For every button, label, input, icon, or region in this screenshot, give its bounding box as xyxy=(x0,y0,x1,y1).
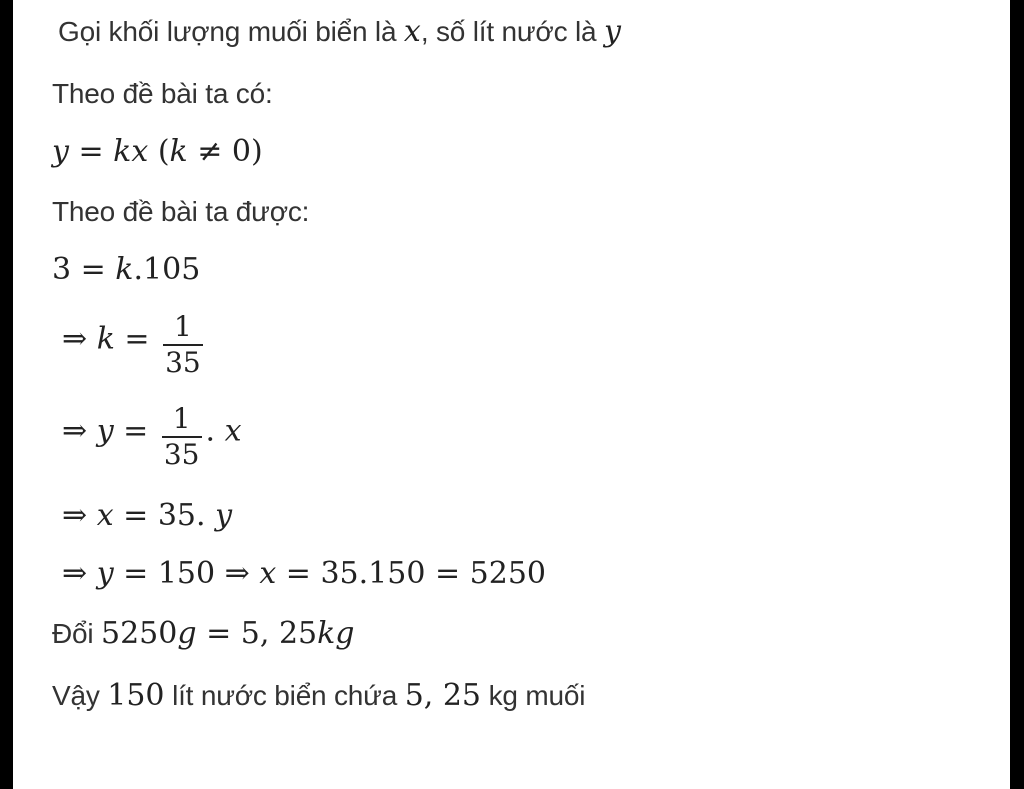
right-border xyxy=(1010,0,1024,789)
conclusion-line: Vậy 150 lít nước biển chứa 5, 25 kg muối xyxy=(52,678,586,713)
y-formula-equation: ⇒ y = $\frac{1}{35}$ . x xyxy=(62,402,242,471)
given-heading: Theo đề bài ta có: xyxy=(52,78,273,109)
intro-line: Gọi khối lượng muối biển là x, số lít nước là y xyxy=(58,14,621,49)
fraction-one-over-35: $\frac{1}{35}$ xyxy=(165,310,201,379)
result-equation: ⇒ y = 150 ⇒ x = 35.150 = 5250 xyxy=(62,556,547,591)
k-value-equation: ⇒ k = $\frac{1}{35}$ xyxy=(62,310,201,379)
x-formula-equation: ⇒ x = 35. y xyxy=(62,498,233,533)
unit-conversion-line: Đổi 5250g = 5, 25kg xyxy=(52,616,355,651)
left-border xyxy=(0,0,13,789)
fraction-one-over-35: $\frac{1}{35}$ xyxy=(163,402,200,471)
substitution-equation: 3 = k.105 xyxy=(52,252,201,287)
derived-heading: Theo đề bài ta được: xyxy=(52,196,310,227)
proportion-equation: y = kx (k ≠ 0) xyxy=(52,134,263,169)
